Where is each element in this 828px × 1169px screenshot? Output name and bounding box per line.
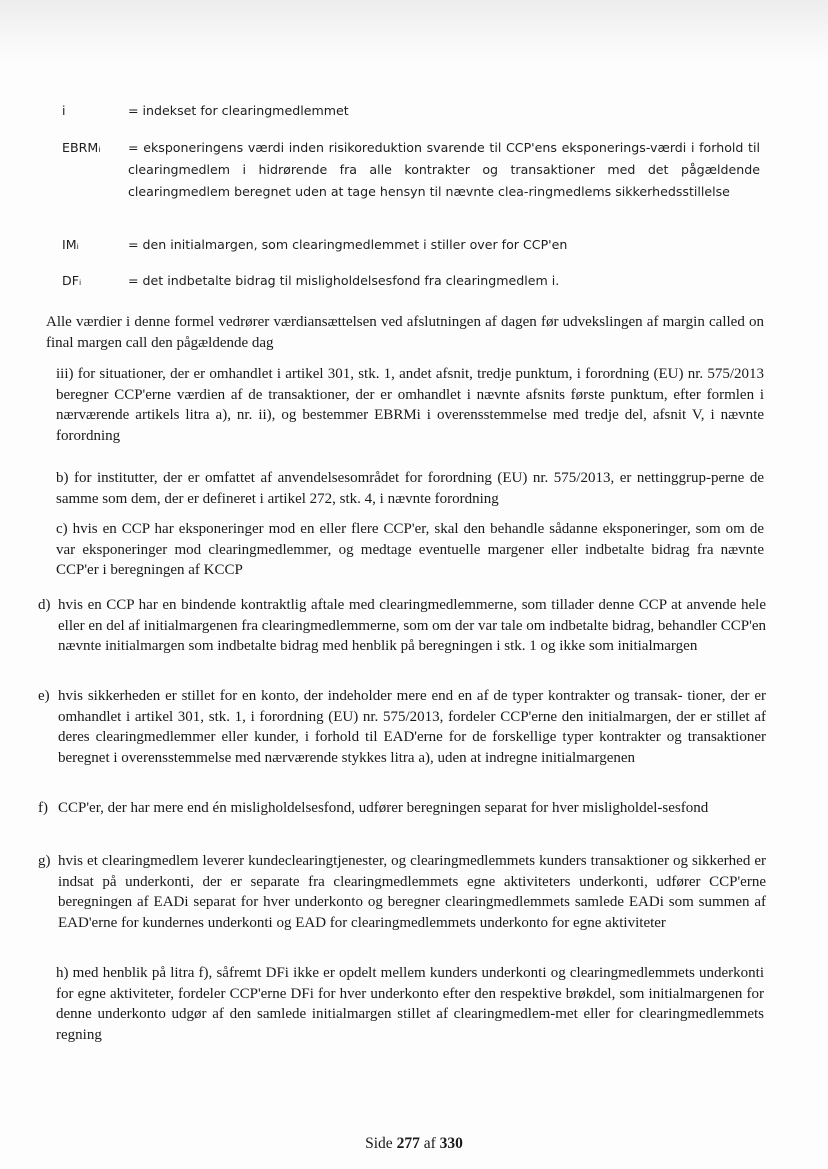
paragraph-h: h) med henblik på litra f), såfremt DFi ikke er opdelt mellem kunders underkonti og clearingmedlemmets underkonti for egne aktiviteter, fordeler CCP'erne DFi for hver underkonto efter den respektive brøkdel, som initialmargenen for denne underkonto udgør af den samlede initialmargen stillet af clearingmedlem-met eller for clearingmedlemmets regning [56,965,764,1043]
scan-shadow [0,0,828,62]
definition-symbol: IMᵢ [62,237,79,252]
definition-text: = den initialmargen, som clearingmedlemmet i stiller over for CCP'en [128,237,568,252]
item-label: g) [38,853,51,869]
item-text: hvis en CCP har en bindende kontraktlig aftale med clearingmedlemmerne, som tillader denne CCP at anvende hele eller en del af initialmargenen fra clearingmedlemmerne, som om der var tale om indbetalte bidrag, behandler CCP'en nævnte initialmargen som indbetalte bidrag med henblik på beregningen i stk. 1 og ikke som initialmargen [58,597,766,654]
page-total: 330 [439,1135,463,1152]
page-footer [0,1135,828,1153]
definition-text: = eksponeringens værdi inden risikoreduktion svarende til CCP'ens eksponerings-værdi i forhold til clearingmedlem i hidrørende fra alle kontrakter og transaktioner med det pågældende clearingmedlem beregnet uden at tage hensyn til nævnte clea-ringmedlems sikkerhedsstillelse [128,140,760,199]
item-text: hvis et clearingmedlem leverer kundeclearingtjenester, og clearingmedlemmets kunders transaktioner og sikkerhed er indsat på underkonti, der er separate fra clearingmedlemmets egne aktiviteters underkonti, udfører CCP'erne beregningen af EADi separat for hver underkonto og beregner clearingmedlemmets samlede EADi som summen af EAD'erne for kundernes underkonti og EAD for clearingmedlemmets underkonto for egne aktiviteter [58,853,766,931]
definition-df [62,270,712,292]
definition-symbol: i [62,103,66,118]
page-number: 277 [396,1135,420,1152]
definition-text: = det indbetalte bidrag til misligholdelsesfond fra clearingmedlem i. [128,273,560,288]
list-item-e [38,686,766,788]
definition-im [62,234,712,256]
item-label: e) [38,688,50,704]
values-note-paragraph: Alle værdier i denne formel vedrører værdiansættelsen ved afslutningen af dagen før udvekslingen af margin called on final margen call den pågældende dag [46,314,764,351]
definition-i [62,100,712,122]
footer-mid: af [423,1135,436,1152]
definition-text: = indekset for clearingmedlemmet [128,103,349,118]
list-item-f [38,798,766,839]
item-text: CCP'er, der har mere end én misligholdelsesfond, udfører beregningen separat for hver misligholdel-sesfond [58,800,709,816]
item-text: hvis sikkerheden er stillet for en konto, der indeholder mere end en af de typer kontrakter og transak- tioner, der er omhandlet i artikel 301, stk. 1, i forordning (EU) nr. 575/2013, fordeler CCP'erne den initialmargen, der er stillet af deres clearingmedlemmer eller kunder, i forhold til EAD'erne for de forskellige typer kontrakter og transaktioner beregnet i overensstemmelse med nærværende stykkes litra a), uden at indregne initialmargenen [58,688,766,766]
footer-prefix: Side [365,1135,393,1152]
list-item-d [38,595,766,677]
list-item-g [38,851,766,953]
item-label: f) [38,800,48,816]
definition-symbol: DFᵢ [62,273,82,288]
definition-symbol: EBRMᵢ [62,140,101,155]
paragraph-b: b) for institutter, der er omfattet af anvendelsesområdet for forordning (EU) nr. 575/2013, er nettinggrup-perne de samme som dem, der er defineret i artikel 272, stk. 4, i nævnte forordning [56,470,764,507]
paragraph-c: c) hvis en CCP har eksponeringer mod en eller flere CCP'er, skal den behandle sådanne eksponeringer, som om de var eksponeringer mod clearingmedlemmer, og medtage eventuelle margener eller indbetalte bidrag fra nævnte CCP'er i beregningen af KCCP [56,521,764,578]
item-label: d) [38,597,51,613]
definition-ebrm [62,137,760,225]
paragraph-iii: iii) for situationer, der er omhandlet i artikel 301, stk. 1, andet afsnit, tredje punktum, i forordning (EU) nr. 575/2013 beregner CCP'erne værdien af de transaktioner, der er omhandlet i nævnte afsnits første punktum, efter formlen i nærværende artikels litra a), nr. ii), og bestemmer EBRMi i overensstemmelse med tredje del, afsnit V, i nævnte forordning [56,366,764,444]
